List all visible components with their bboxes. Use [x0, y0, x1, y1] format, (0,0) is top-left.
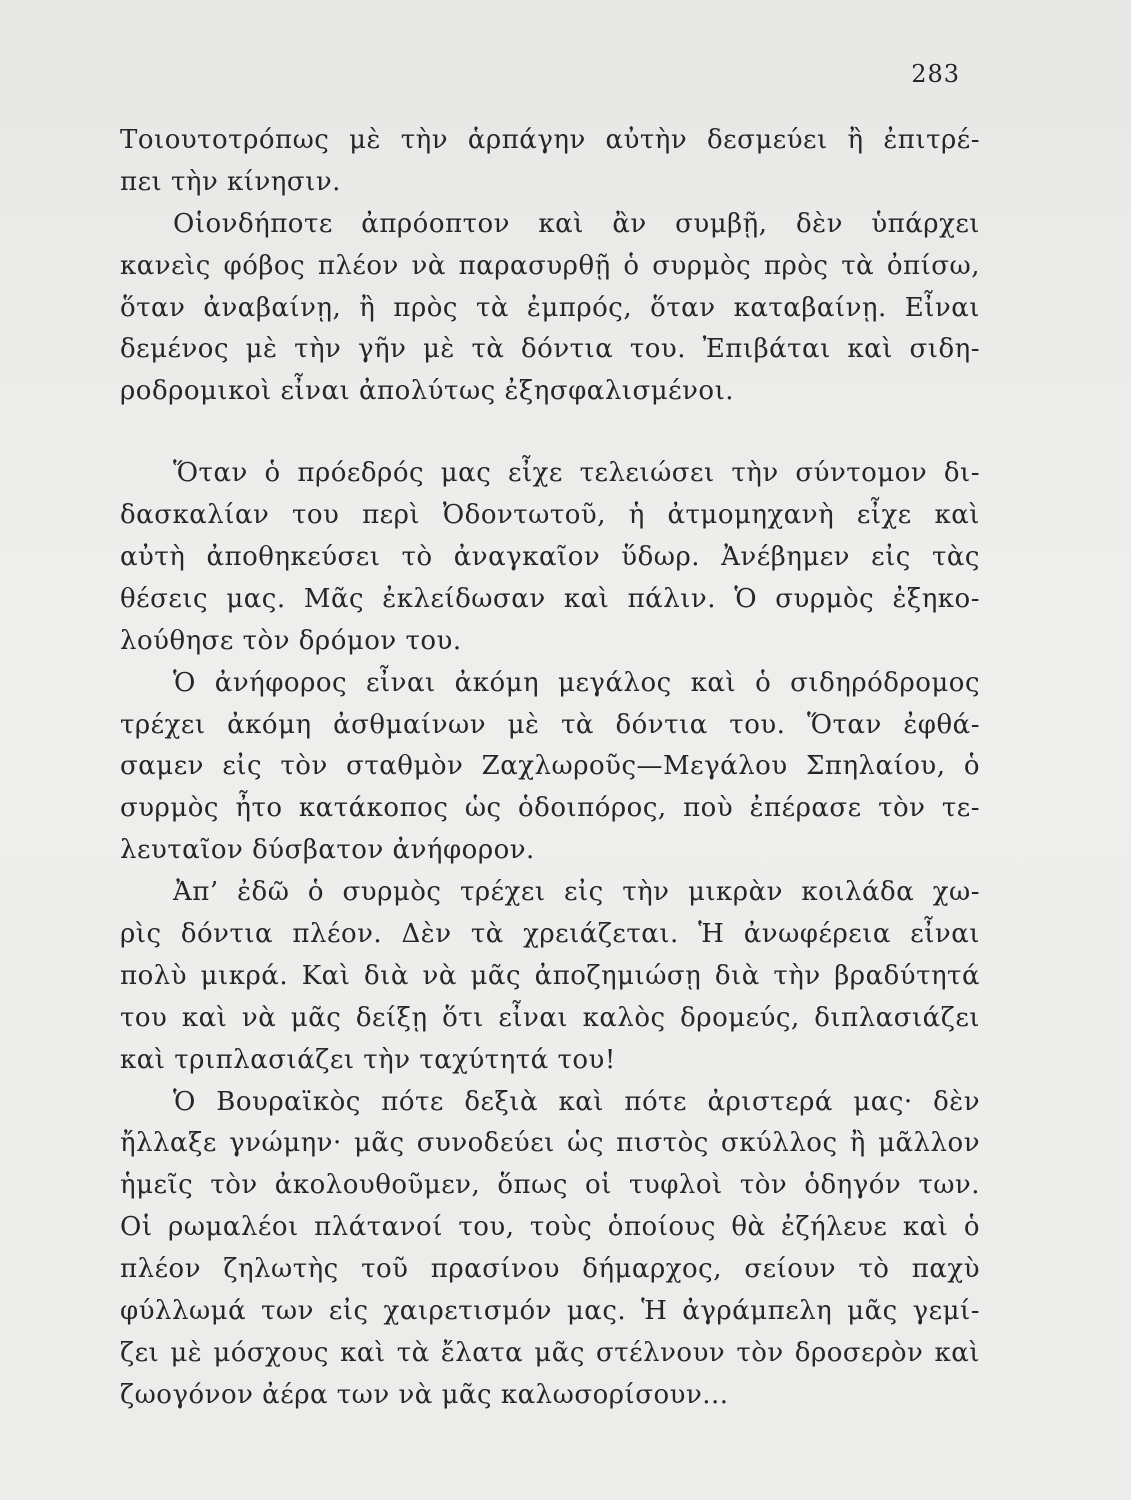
text-line: θέσεις μας. Μᾶς ἐκλείδωσαν καὶ πάλιν. Ὁ συρμὸς ἐξηκο- — [120, 583, 980, 614]
text-line: ὅταν ἀναβαίνῃ, ἢ πρὸς τὰ ἐμπρός, ὅταν καταβαίνῃ. Εἶναι — [120, 292, 980, 323]
text-line: Ὅταν ὁ πρόεδρός μας εἶχε τελειώσει τὴν σύντομον δι- — [173, 458, 980, 489]
text-line: λούθησε τὸν δρόμον του. — [120, 625, 462, 656]
paragraph-gap — [120, 413, 980, 453]
text-line: Ὁ Βουραϊκὸς πότε δεξιὰ καὶ πότε ἀριστερά μας· δὲν — [173, 1086, 980, 1117]
text-line: δασκαλίαν του περὶ Ὀδοντωτοῦ, ἡ ἀτμομηχανὴ εἶχε καὶ — [120, 500, 980, 531]
text-line: πλέον ζηλωτὴς τοῦ πρασίνου δήμαρχος, σείουν τὸ παχὺ — [120, 1254, 980, 1285]
text-line: τρέχει ἀκόμη ἀσθμαίνων μὲ τὰ δόντια του. Ὅταν ἐφθά- — [120, 709, 980, 740]
text-line: ἤλλαξε γνώμην· μᾶς συνοδεύει ὡς πιστὸς σκύλλος ἢ μᾶλλον — [120, 1128, 980, 1159]
text-line: πει τὴν κίνησιν. — [120, 166, 341, 197]
text-line: ζει μὲ μόσχους καὶ τὰ ἔλατα μᾶς στέλνουν τὸν δροσερὸν καὶ — [120, 1337, 980, 1368]
text-line: καὶ τριπλασιάζει τὴν ταχύτητά του! — [120, 1044, 616, 1075]
text-line: αὐτὴ ἀποθηκεύσει τὸ ἀναγκαῖον ὕδωρ. Ἀνέβημεν εἰς τὰς — [120, 542, 980, 573]
text-line: Ὁ ἀνήφορος εἶναι ἀκόμη μεγάλος καὶ ὁ σιδηρόδρομος — [173, 667, 980, 698]
text-line: φύλλωμά των εἰς χαιρετισμόν μας. Ἡ ἀγράμπελη μᾶς γεμί- — [120, 1296, 980, 1327]
text-line: ρὶς δόντια πλέον. Δὲν τὰ χρειάζεται. Ἡ ἀνωφέρεια εἶναι — [120, 919, 980, 950]
text-line: πολὺ μικρά. Καὶ διὰ νὰ μᾶς ἀποζημιώσῃ διὰ τὴν βραδύτητά — [120, 960, 980, 991]
text-line: Οἱ ρωμαλέοι πλάτανοί του, τοὺς ὁποίους θὰ ἐζήλευε καὶ ὁ — [120, 1212, 980, 1243]
text-line: Οἱονδήποτε ἀπρόοπτον καὶ ἂν συμβῇ, δὲν ὑπάρχει — [173, 208, 980, 239]
text-line: κανεὶς φόβος πλέον νὰ παρασυρθῇ ὁ συρμὸς πρὸς τὰ ὀπίσω, — [120, 250, 980, 281]
text-line: του καὶ νὰ μᾶς δείξῃ ὅτι εἶναι καλὸς δρομεύς, διπλασιάζει — [120, 1002, 980, 1033]
text-line: Ἀπ’ ἐδῶ ὁ συρμὸς τρέχει εἰς τὴν μικρὰν κοιλάδα χω- — [173, 877, 980, 908]
page-number: 283 — [911, 60, 960, 88]
text-line: ζωογόνον ἀέρα των νὰ μᾶς καλωσορίσουν... — [120, 1379, 729, 1410]
text-line: σαμεν εἰς τὸν σταθμὸν Ζαχλωροῦς—Μεγάλου Σπηλαίου, ὁ — [120, 751, 980, 782]
text-line: ροδρομικοὶ εἶναι ἀπολύτως ἐξησφαλισμένοι. — [120, 376, 735, 407]
text-line: ἡμεῖς τὸν ἀκολουθοῦμεν, ὅπως οἱ τυφλοὶ τὸν ὁδηγόν των. — [120, 1170, 980, 1201]
text-line: συρμὸς ἦτο κατάκοπος ὡς ὁδοιπόρος, ποὺ ἐπέρασε τὸν τε- — [120, 793, 980, 824]
text-line: Τοιουτοτρόπως μὲ τὴν ἁρπάγην αὐτὴν δεσμεύει ἢ ἐπιτρέ- — [120, 125, 980, 155]
text-line: δεμένος μὲ τὴν γῆν μὲ τὰ δόντια του. Ἐπιβάται καὶ σιδη- — [120, 334, 980, 365]
text-line: λευταῖον δύσβατον ἀνήφορον. — [120, 835, 535, 866]
body-text — [120, 120, 980, 1417]
